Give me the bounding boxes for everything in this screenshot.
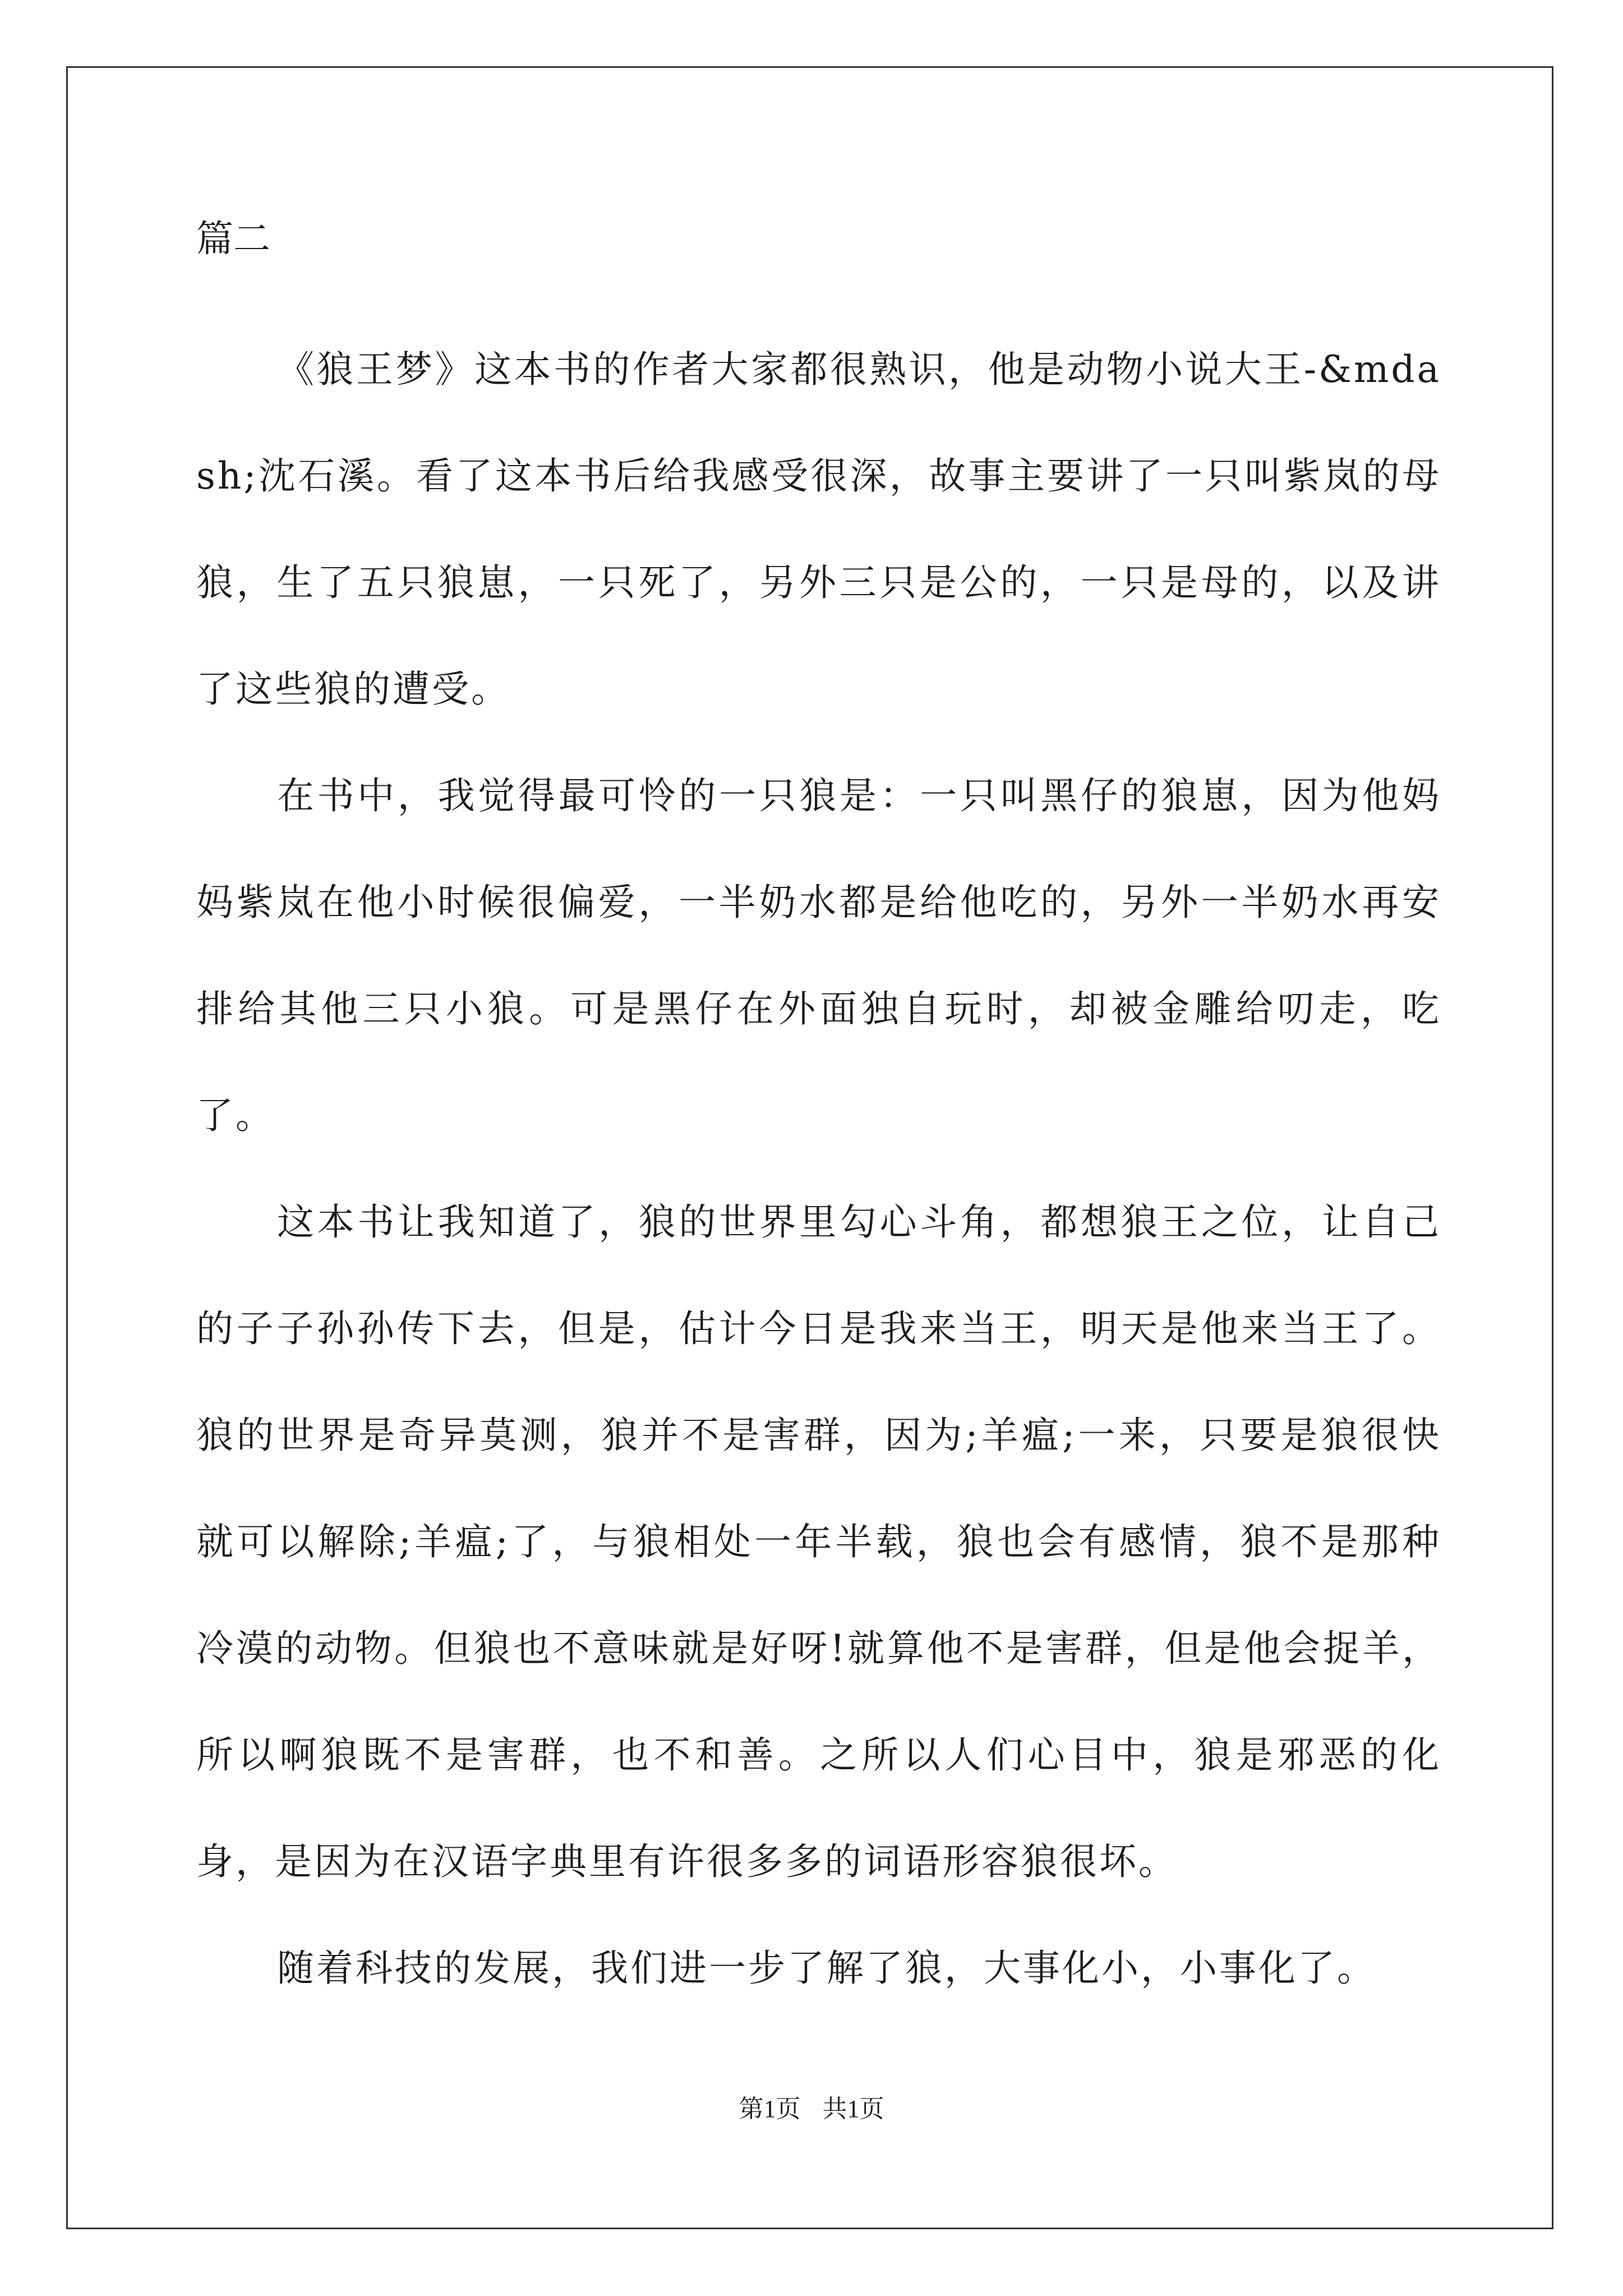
page-number-current: 第1页 (739, 2095, 801, 2123)
page-number-total: 共1页 (822, 2095, 884, 2123)
paragraph-1: 《狼王梦》这本书的作者大家都很熟识，他是动物小说大王-&mdash;沈石溪。看了这本书后给我感受很深，故事主要讲了一只叫紫岚的母狼，生了五只狼崽，一只死了，另外三只是公的，一只是母的，以及讲了这些狼的遭受。 (196, 348, 1441, 711)
page-footer (0, 2092, 1623, 2126)
paragraph-3: 这本书让我知道了，狼的世界里勾心斗角，都想狼王之位，让自己的子子孙孙传下去，但是，估计今日是我来当王，明天是他来当王了。狼的世界是奇异莫测，狼并不是害群，因为;羊瘟;一来，只要是狼很快就可以解除;羊瘟;了，与狼相处一年半载，狼也会有感情，狼不是那种冷漠的动物。但狼也不意味就是好呀!就算他不是害群，但是他会捉羊，所以啊狼既不是害群，也不和善。之所以人们心目中，狼是邪恶的化身，是因为在汉语字典里有许很多多的词语形容狼很坏。 (196, 1200, 1441, 1883)
paragraph-4: 随着科技的发展，我们进一步了解了狼，大事化小，小事化了。 (277, 1947, 1376, 1990)
paragraph-2: 在书中，我觉得最可怜的一只狼是：一只叫黑仔的狼崽，因为他妈妈紫岚在他小时候很偏爱，一半奶水都是给他吃的，另外一半奶水再安排给其他三只小狼。可是黑仔在外面独自玩时，却被金雕给叨走，吃了。 (196, 774, 1441, 1137)
document-body (196, 212, 1441, 2022)
section-heading: 篇二 (196, 217, 270, 260)
